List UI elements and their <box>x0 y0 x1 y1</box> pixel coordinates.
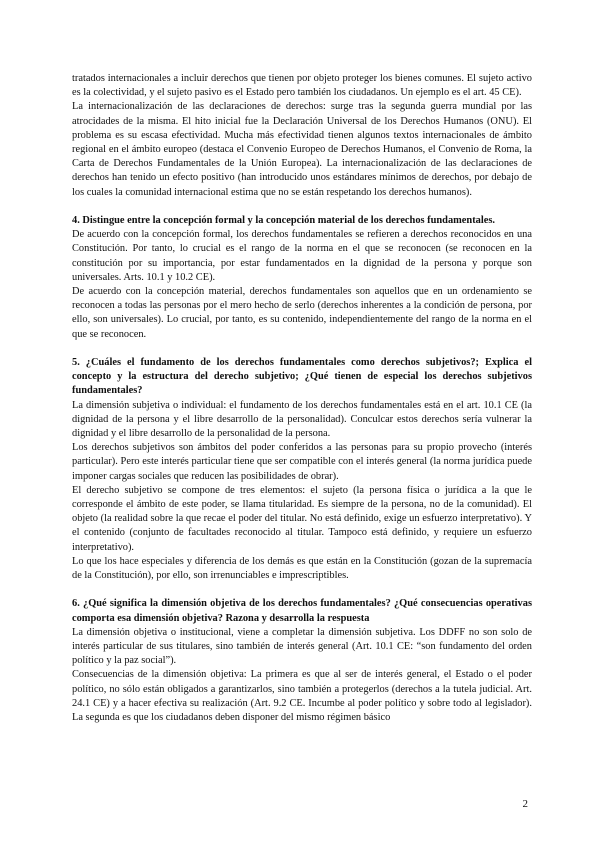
section-5-paragraph-1: La dimensión subjetiva o individual: el fundamento de los derechos fundamentales está en el art. 10.1 CE (la dignidad de la persona y el libre desarrollo de la personalidad). Conculcar estos derechos sería vulnerar la dignidad y el libre desarrollo de la personalidad de la persona. <box>72 399 532 440</box>
section-5-paragraph-3: El derecho subjetivo se compone de tres elementos: el sujeto (la persona física o jurídica a la que le corresponde el ámbito de este poder, se llama titularidad. Es siempre de la persona, no de la comunidad). El objeto (la realidad sobre la que recae el poder del titular. No está definido, exige un esfuerzo interpretativo). Y el contenido (conjunto de facultades reconocido al titular. Tampoco está definido, y requiere un esfuerzo interpretativo). <box>72 484 532 553</box>
spacer <box>72 342 532 356</box>
spacer <box>72 200 532 214</box>
section-6-paragraph-2: Consecuencias de la dimensión objetiva: La primera es que al ser de interés general, el Estado o el poder político, no sólo están obligados a garantizarlos, sino también a protegerlos (derechos a la tutela judicial. Art. 24.1 CE) y a hacer efectiva su realización (Art. 9.2 CE. Incumbe al poder político y sobre todo al legislador). La segunda es que los ciudadanos deben disponer del mismo régimen básico <box>72 669 532 724</box>
section-4-heading: 4. Distingue entre la concepción formal y la concepción material de los derechos fundamentales. <box>72 215 495 227</box>
section-4-paragraph-1: De acuerdo con la concepción formal, los derechos fundamentales se refieren a derechos reconocidos en una Constitución. Por tanto, lo crucial es el rango de la norma en el que se reconocen (se reconocen en la constitución por su importancia, por estar fundamentados en la dignidad de la persona y porque son universales. Arts. 10.1 y 10.2 CE). <box>72 229 532 283</box>
section-5-paragraph-2: Los derechos subjetivos son ámbitos del poder conferidos a las personas para su propio provecho (interés particular). Pero este interés particular tiene que ser compatible con el interés general (la norma jurídica puede imponer cargas sociales que reducen las posibilidades de obrar). <box>72 442 532 482</box>
section-5-heading: 5. ¿Cuáles el fundamento de los derechos fundamentales como derechos subjetivos?; Explica el concepto y la estructura del derecho subjetivo; ¿Qué tienen de especial los derechos subjetivos fundamentales? <box>72 357 532 397</box>
section-6-heading: 6. ¿Qué significa la dimensión objetiva de los derechos fundamentales? ¿Qué consecuencias operativas comporta esa dimensión objetiva? Razona y desarrolla la respuesta <box>72 598 532 624</box>
section-4-paragraph-2: De acuerdo con la concepción material, derechos fundamentales son aquellos que en un ordenamiento se reconocen a todas las personas por el mero hecho de serlo (derechos inherentes a la condición de persona, por ello, son universales). Lo crucial, por tanto, es su contenido, independientemente del rango de la norma en el que se reconocen. <box>72 286 532 340</box>
intro-paragraph-1: tratados internacionales a incluir derechos que tienen por objeto proteger los bienes comunes. El sujeto activo es la colectividad, y el sujeto pasivo es el Estado pero también los ciudadanos. Un ejemplo es el art. 45 CE). <box>72 73 532 99</box>
page-number: 2 <box>522 798 528 810</box>
intro-paragraph-2: La internacionalización de las declaraciones de derechos: surge tras la segunda guerra mundial por las atrocidades de la misma. El hito inicial fue la Declaración Universal de los Derechos Humanos (ONU). El problema es su escasa efectividad. Mucha más efectividad tienen algunos textos internacionales de ámbito regional en el ámbito europeo (destaca el Convenio Europeo de Derechos Humanos, el Convenio de Roma, la Carta de Derechos Fundamentales de la Unión Europea). La internacionalización de las declaraciones de derechos han tenido un efecto positivo (han introducido unos estándares mínimos de derechos, por debajo de los cuales la comunidad internacional estima que no se están respetando los derechos humanos). <box>72 101 532 198</box>
section-5-paragraph-4: Lo que los hace especiales y diferencia de los demás es que están en la Constitución (gozan de la supremacía de la Constitución), por ello, son irrenunciables e imprescriptibles. <box>72 555 532 582</box>
document-body <box>72 72 532 725</box>
spacer <box>72 583 532 597</box>
section-6-paragraph-1: La dimensión objetiva o institucional, viene a completar la dimensión subjetiva. Los DDFF no son solo de interés particular de sus titulares, sino también de interés general (Art. 10.1 CE: “son fundamento del orden político y la paz social”). <box>72 626 532 667</box>
